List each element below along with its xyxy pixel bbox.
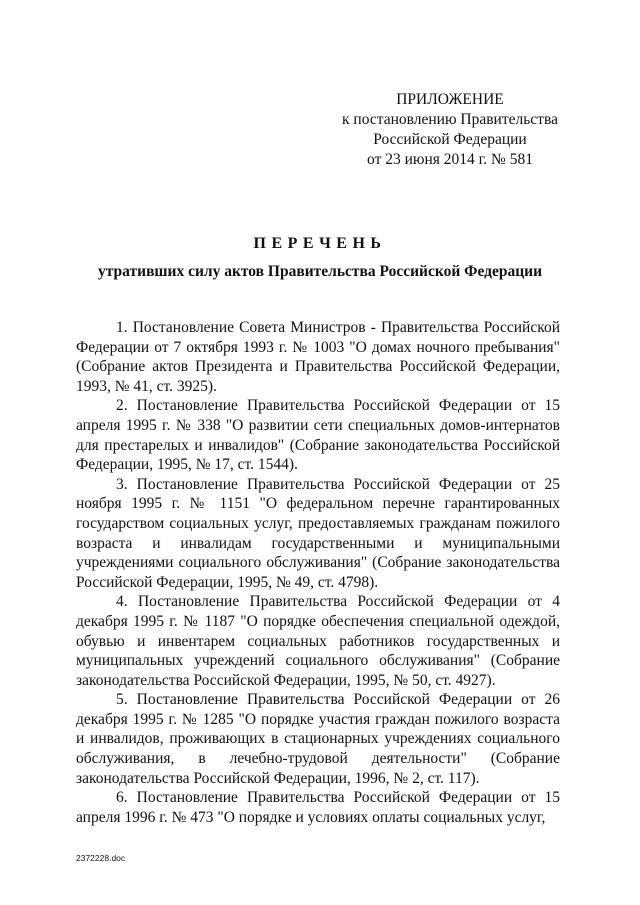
list-item-5: 5. Постановление Правительства Российской Федерации от 26 декабря 1995 г. № 1285 "О порядке участия граждан пожилого возраста и инвалидов, проживающих в стационарных учреждениях социального обслуживания, в лечебно-трудовой деятельности" (Собрание законодательства Российской Федерации, 1996, № 2, ст. 117). — [76, 691, 560, 787]
appendix-country: Российской Федерации — [373, 131, 527, 148]
document-subtitle: утративших силу актов Правительства Российской Федерации — [98, 263, 542, 280]
appendix-header — [330, 90, 570, 170]
document-title: ПЕРЕЧЕНЬ — [253, 235, 387, 252]
file-name-footer: 2372228.doc — [76, 853, 126, 863]
list-item-6: 6. Постановление Правительства Российской Федерации от 15 апреля 1996 г. № 473 "О порядке и условиях оплаты социальных услуг, — [76, 789, 560, 826]
appendix-reference: к постановлению Правительства — [342, 111, 558, 128]
list-item-4: 4. Постановление Правительства Российской Федерации от 4 декабря 1995 г. № 1187 "О порядке обеспечения специальной одеждой, обувью и инвентарем социальных работников государственных и муниципальных учреждений социального обслуживания" (Собрание законодательства Российской Федерации, 1995, № 50, ст. 4927). — [76, 593, 560, 689]
list-item-3: 3. Постановление Правительства Российской Федерации от 25 ноября 1995 г. № 1151 "О федеральном перечне гарантированных государством социальных услуг, предоставляемых гражданам пожилого возраста и инвалидам государственными и муниципальными учреждениями социального обслуживания" (Собрание законодательства Российской Федерации, 1995, № 49, ст. 4798). — [76, 475, 560, 591]
list-item-1: 1. Постановление Совета Министров - Правительства Российской Федерации от 7 октября 1993 г. № 1003 "О домах ночного пребывания" (Собрание актов Президента и Правительства Российской Федерации, 1993, № 41, ст. 3925). — [76, 319, 560, 395]
appendix-date-number: от 23 июня 2014 г. № 581 — [367, 151, 533, 168]
document-body — [76, 318, 560, 827]
appendix-label: ПРИЛОЖЕНИЕ — [396, 91, 504, 108]
list-item-2: 2. Постановление Правительства Российской Федерации от 15 апреля 1995 г. № 338 "О развитии сети специальных домов-интернатов для престарелых и инвалидов" (Собрание законодательства Российской Федерации, 1995, № 17, ст. 1544). — [76, 397, 560, 474]
